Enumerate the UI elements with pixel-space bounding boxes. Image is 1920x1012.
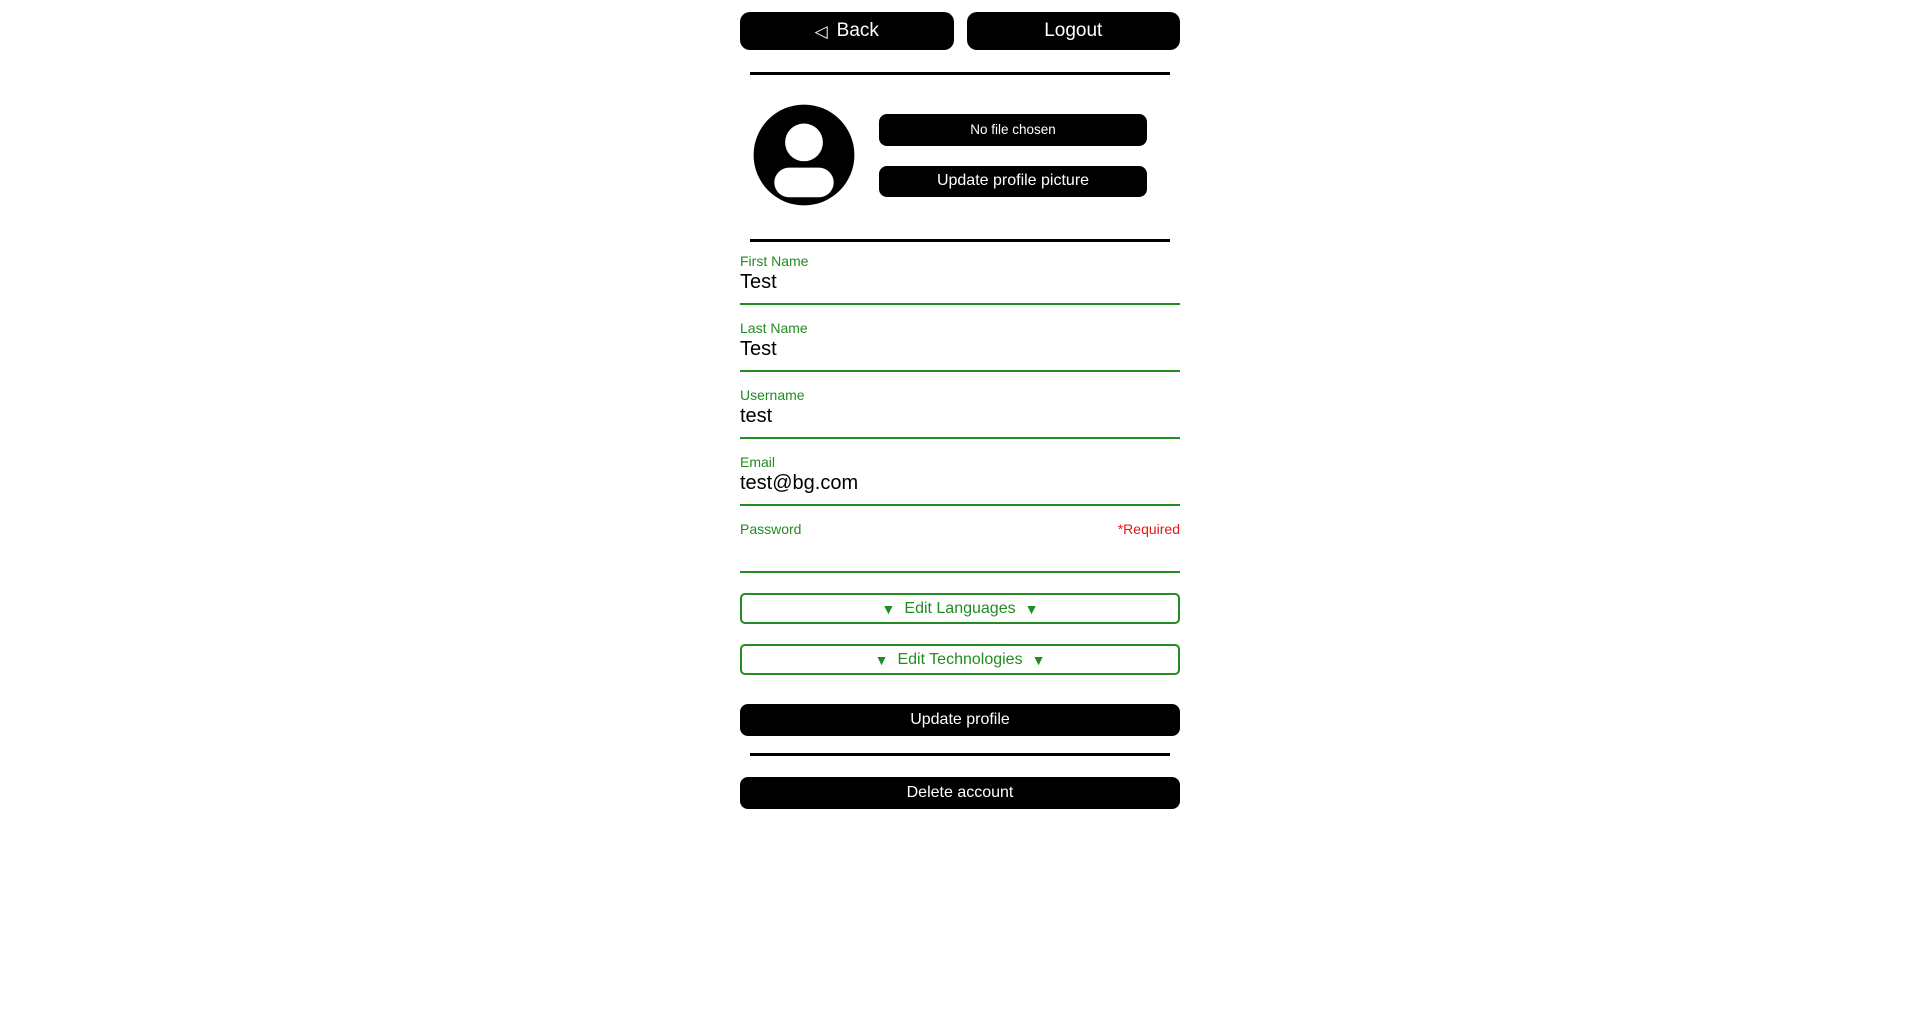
- back-button-label: Back: [836, 20, 879, 41]
- update-profile-button[interactable]: [740, 704, 1180, 736]
- password-required-note: *Required: [1117, 521, 1180, 537]
- update-profile-picture-label: Update profile picture: [936, 172, 1090, 189]
- edit-languages-label: Edit Languages: [904, 599, 1016, 617]
- last-name-row: [740, 320, 1180, 372]
- username-label: Username: [740, 387, 805, 403]
- password-label: Password: [740, 521, 802, 537]
- username-row: [740, 387, 1180, 439]
- chevron-down-icon: ▼: [1024, 600, 1039, 617]
- email-input[interactable]: [740, 471, 1180, 506]
- profile-form: [740, 253, 1180, 736]
- last-name-label: Last Name: [740, 320, 808, 336]
- file-input-button[interactable]: [879, 114, 1147, 146]
- password-input[interactable]: [740, 538, 1180, 573]
- edit-languages-button[interactable]: [740, 593, 1180, 624]
- back-button[interactable]: [740, 12, 954, 50]
- top-button-bar: [740, 12, 1180, 50]
- profile-picture-section: [740, 101, 1180, 209]
- password-row: [740, 521, 1180, 573]
- section-divider-bottom: [750, 753, 1170, 756]
- edit-technologies-button[interactable]: [740, 644, 1180, 675]
- update-profile-label: Update profile: [910, 711, 1010, 728]
- picture-controls: [879, 114, 1147, 197]
- email-label: Email: [740, 454, 776, 470]
- back-arrow-icon: ◁: [814, 21, 828, 41]
- email-row: [740, 454, 1180, 506]
- profile-page: [740, 0, 1180, 809]
- chevron-down-icon: ▼: [1031, 651, 1046, 668]
- first-name-input[interactable]: [740, 270, 1180, 305]
- edit-technologies-label: Edit Technologies: [897, 650, 1023, 668]
- username-input[interactable]: [740, 404, 1180, 439]
- delete-account-label: Delete account: [906, 784, 1014, 801]
- logout-button-label: Logout: [1044, 20, 1103, 41]
- first-name-row: [740, 253, 1180, 305]
- last-name-input[interactable]: [740, 337, 1180, 372]
- section-divider-top: [750, 72, 1170, 75]
- section-divider-middle: [750, 239, 1170, 242]
- chevron-down-icon: ▼: [874, 651, 889, 668]
- chevron-down-icon: ▼: [881, 600, 896, 617]
- delete-account-button[interactable]: [740, 777, 1180, 809]
- file-input-status: No file chosen: [970, 122, 1056, 137]
- avatar-person-circle-icon: [750, 101, 858, 209]
- first-name-label: First Name: [740, 253, 809, 269]
- update-profile-picture-button[interactable]: [879, 166, 1147, 197]
- logout-button[interactable]: [967, 12, 1181, 50]
